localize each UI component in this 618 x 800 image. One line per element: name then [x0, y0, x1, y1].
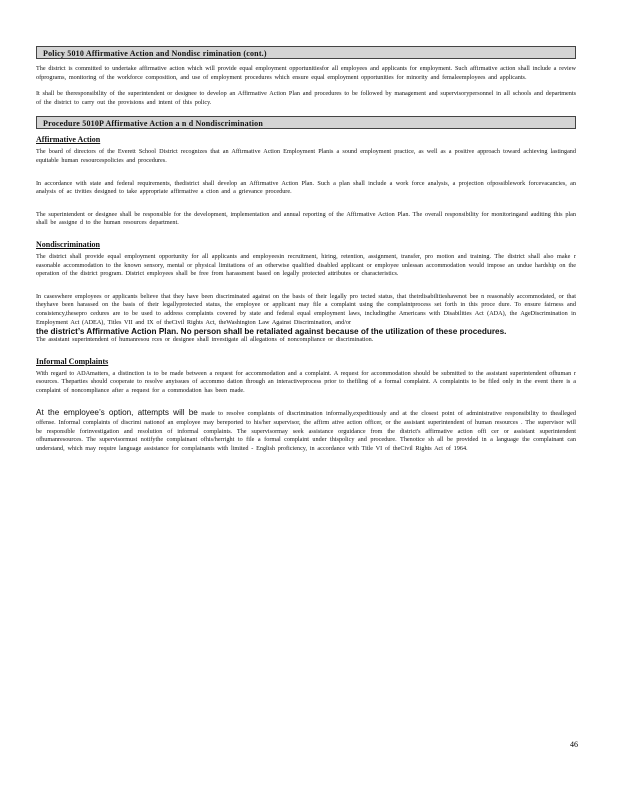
informal-complaints-lead: At the employee’s option, attempts will be	[36, 408, 198, 418]
affirmative-action-heading: Affirmative Action	[36, 135, 101, 145]
affirmative-action-paragraph-1: The board of directors of the Everett School District recognizes that an Affirmative Action Employment Planis a sound employment practice, as well as a positive approach toward achieving lastingand equitable human resourcespolicies and procedures.	[36, 148, 576, 164]
nondiscrimination-paragraph-2: In caseswhere employees or applicants believe that they have been discriminated against on the basis of their legally pro tected status, that theirdisabilitieshavenot bee n reasonably accommodated, or that theyhave been harassed on the basis of their legallyprotected status, the employee or applicant may file a complaint using the complaintprocess set forth in this proce dure. To ensure fairness and consistency,thesepro cedures are to be used to address complaints covered by state and federal equal employment laws, includingthe Americans with Disabilities Act (ADA), the AgeDiscrimination in Employment Act (ADEA), Titles VII and IX of theCivil Rights Act, theWashington Law Against Discrimination, and/or	[36, 292, 576, 326]
informal-complaints-paragraph-1: With regard to ADAmatters, a distinction is to be made between a request for accommodation and a complaint. A request for accommodation should be submitted to the assistant superintendent ofhuman r esources. Theparties should cooperate to resolve anyissues of accommo dation through an interactiveprocess prior to thefiling of a formal complaint. A complaintis to be filed only in the event there is a complaint of noncompliance after a request for a commodation has been made.	[36, 369, 576, 394]
informal-complaints-paragraph-2	[36, 409, 576, 453]
nondiscrimination-paragraph-3: The assistant superintendent of humanresou rces or designee shall investigate all allegations of noncompliance or discrimination.	[36, 336, 374, 344]
affirmative-action-paragraph-2: In accordance with state and federal requirements, thedistrict shall develop an Affirmative Action Plan. Such a plan shall include a work force analysis, a projection ofpossiblework forcevacancies, an analysis of ac tivities designed to take appropriate affirmative a ction and a grievance procedure.	[36, 179, 576, 196]
nondiscrimination-paragraph-1: The district shall provide equal employment opportunity for all applicants and employeesin recruitment, hiring, retention, assignment, transfer, pro motion and training. The district shall also make r easonable accommodation to the known sensory, mental or physical limitations of an otherwise qualified disabled applicant or employee unlessan accommodation would impose an undue hardship on the operation of the district program. District employees shall be free from harassment based on legally protected attributes or characteristics.	[36, 252, 576, 278]
affirmative-action-paragraph-3: The superintendent or designee shall be responsible for the development, implementation and annual reporting of the Affirmative Action Plan. The overall responsibility for monitoringand auditing this plan shall be assigne d to the human resources department.	[36, 210, 576, 227]
informal-complaints-heading: Informal Complaints	[36, 356, 109, 366]
policy-paragraph-1: The district is committed to undertake affirmative action which will provide equal employment opportunitiesfor all employees and applicants for employment. Such affirmative action shall include a review ofprograms, monitoring of the workforce composition, and use of employment procedures which ensure equal employment opportunities for minority and femaleemployees and applicants.	[36, 65, 576, 81]
procedure-header-bar: Procedure 5010P Affirmative Action a n d Nondiscrimination	[36, 116, 576, 129]
nondiscrimination-paragraph-2-tail: the district’s Affirmative Action Plan. No person shall be retaliated against because of the utilization of these procedures.	[36, 327, 507, 337]
page-number: 46	[570, 740, 578, 749]
policy-header-bar: Policy 5010 Affirmative Action and Nondisc rimination (cont.)	[36, 46, 576, 59]
informal-complaints-body: made to resolve complaints of discrimination informally,expeditiously and at the closest point of administrative responsibility to thealleged offense. Informal complaints of discrimi nationof an employee may bereported to his/her supervisor, the affirm ative action officer, or the assistant superintendent of human resources . The supervisor will be responsible forinvestigation and resolution of informal complaints. The supervisormay seek assistance orguidance from the district's affirmative action offi cer or assistant superintendent ofhumanresources. The supervisormust notifythe complainant ofhis/herright to file a formal complaint under thispolicy and procedure. Thenotice sh all be provided in a language the complainant can understand, which may require language assistance for complainants with limited - English proficiency, in accordance with Title VI of theCivil Rights Act of 1964.	[36, 410, 576, 452]
nondiscrimination-heading: Nondiscrimination	[36, 239, 101, 249]
policy-paragraph-2: It shall be theresponsibility of the superintendent or designee to develop an Affirmative Action Plan and procedures to be followed by management and supervisorypersonnel in all schools and departments of the district to carry out the provisions and intent of this policy.	[36, 90, 576, 106]
